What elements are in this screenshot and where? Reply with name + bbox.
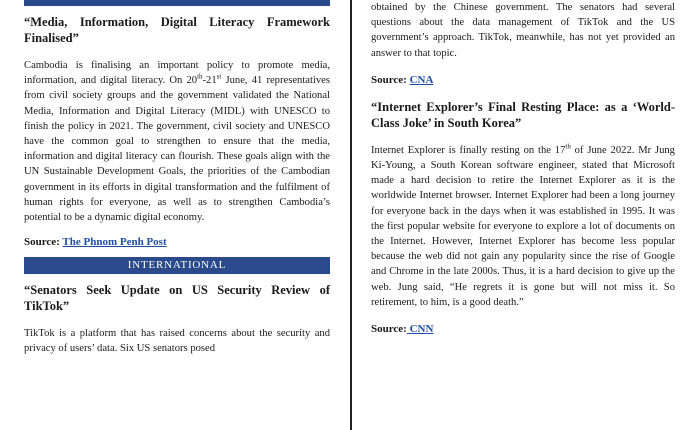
article-body-internet-explorer: Internet Explorer is finally resting on the 17th of June 2022. Mr Jung Ki-Young, a South Korean software engineer, stated that Microsoft made a hard decision to retire the Internet Explorer as it is the worldwide Internet browser. Internet Explorer had been a long journey for everyone back in the days when it was established in 1995. It was the first popular website for everyone to explore a lot of documents on the Internet. However, Internet Explorer has become less popular because the web did not gain any popularity since the rise of Google and Chrome in the late 2000s. Thus, it is a hard decision to give up the web. Jung said, “He regrets it is gone but will not miss it. So retirement, to him, is a good death.” bbox=[371, 142, 675, 308]
source-link-phnom-penh-post[interactable]: The Phnom Penh Post bbox=[62, 236, 167, 249]
article-title-internet-explorer: “Internet Explorer’s Final Resting Place: as a ‘World-Class Joke’ in South Korea” bbox=[371, 99, 675, 130]
article-body-media-literacy: Cambodia is finalising an important policy to promote media, information, and digital literacy. On 20th-21st June, 41 representatives from civil society groups and the government validated the National Media, Information and Digital Literacy (MIDL) with UNESCO to finish the policy in 2021. The government, civil society and UNESCO have the common goal to strengthen to ensure that the media, information and digital literacy can flourish. These goals align with the UN Sustainable Development Goals, the priorities of the Cambodian government in its efforts in digital transformation and the fulfilment of human rights for everyone, as well as to strengthen Cambodia’s potential to be a dynamic digital economy. bbox=[24, 60, 330, 224]
column-divider bbox=[350, 0, 352, 430]
right-column bbox=[371, 0, 675, 337]
source-link-cna[interactable]: CNA bbox=[409, 73, 434, 86]
article-body-tiktok: TikTok is a platform that has raised concerns about the security and privacy of users’ data. Six US senators posed bbox=[24, 328, 330, 355]
article-title-media-literacy: “Media, Information, Digital Literacy Framework Finalised” bbox=[24, 15, 330, 45]
left-column bbox=[24, 0, 330, 357]
article-body-tiktok-continued: obtained by the Chinese government. The senators had several questions about the data management of TikTok and the US government’s approach. TikTok, meanwhile, has not yet provided an answer to that topic. bbox=[371, 2, 675, 59]
article-title-tiktok: “Senators Seek Update on US Security Review of TikTok” bbox=[24, 283, 330, 314]
source-line-cna: Source: CNA bbox=[371, 73, 434, 86]
source-link-cnn[interactable]: CNN bbox=[406, 323, 434, 336]
source-line-phnom-penh-post: Source: The Phnom Penh Post bbox=[24, 236, 167, 249]
top-section-bar bbox=[24, 0, 330, 6]
source-line-cnn: Source: CNN bbox=[371, 323, 434, 336]
section-heading-international: INTERNATIONAL bbox=[24, 257, 330, 274]
